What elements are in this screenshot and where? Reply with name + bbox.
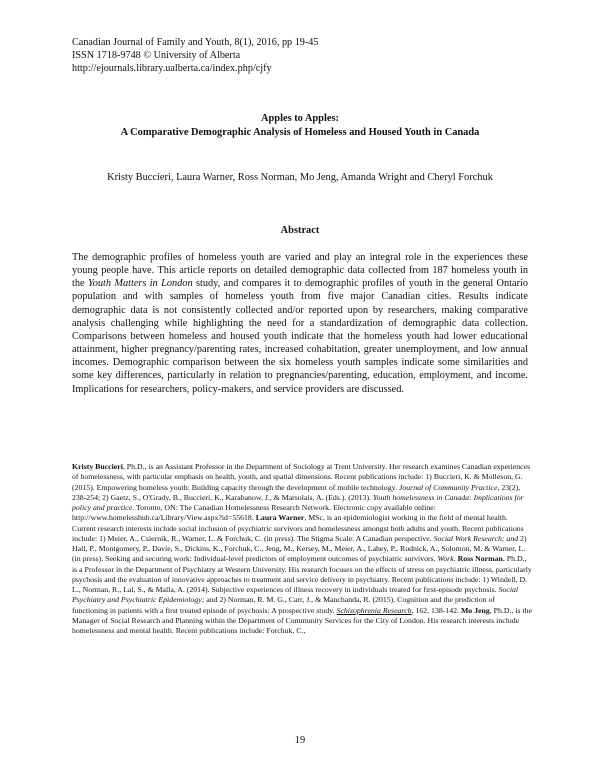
bio-text: and 2) Norman, R. M. G., Carr, J., & Manchanda, R. (2015). Cognition and the prediction of functioning in patients with a first treated episode of psychosis: A prospective study.: [72, 595, 496, 615]
bio-journal: Schizophrenia Research: [336, 605, 412, 615]
bio-author-name: Kristy Buccieri: [72, 462, 123, 471]
title-line-1: Apples to Apples:: [261, 113, 339, 124]
bio-journal: Social Work Research; and: [433, 533, 519, 543]
journal-issn: ISSN 1718-9748 © University of Alberta: [72, 50, 241, 61]
bio-journal: Journal of Community Practice: [398, 482, 498, 492]
journal-url: http://ejournals.library.ualberta.ca/index.php/cjfy: [72, 63, 272, 74]
title-line-2: A Comparative Demographic Analysis of Homeless and Housed Youth in Canada: [120, 127, 480, 138]
bio-journal: Work: [437, 554, 454, 564]
bio-text: , 23(2), 238-254; 2) Gaetz, S., O'Grady, B., Buccieri, K., Karabanow, J., & Marsolais, A. (Eds.). (2013).: [72, 482, 521, 502]
bio-author-name: Mo Jeng: [460, 605, 490, 615]
abstract-text: The demographic profiles of homeless youth are varied and play an integral role in the experiences these young people have. This article reports on detailed demographic data collected from 187 homeless youth in the: [72, 252, 528, 290]
study-name: Youth Matters in London: [87, 278, 193, 290]
journal-header: [72, 36, 318, 75]
bio-author-name: Laura Warner: [255, 513, 305, 523]
bio-text: . Toronto, ON: The Canadian Homelessness Research Network. Electronic copy available online: http://www.homelesshub.ca/Library/View.aspx?id=55618.: [72, 503, 436, 523]
bio-text: , Ph.D., is the Manager of Social Research and Planning within the Department of Community Services for the City of London. His research interests include homelessness and mental health. Recent publications include: Forchuk, C.,: [72, 605, 532, 635]
author-bio-footnote: [72, 462, 532, 636]
bio-text: , Ph.D., is a Professor in the Department of Psychiatry at Western University. His research focuses on the effects of stress on psychiatric illness, particularly psychosis and the evaluation of innovative approaches to treatment and service delivery in psychiatry. Recent publications include: 1) Windell, D. L., Norman, R., Lal, S., & Malla, A. (2014). Subjective experiences of illness recovery in individuals treated for first-episode psychosis.: [72, 554, 532, 594]
journal-citation: Canadian Journal of Family and Youth, 8(1), 2016, pp 19-45: [72, 37, 319, 48]
bio-text: , MSc, is an epidemiologist working in the field of mental health. Current research interests include social inclusion of psychiatric survivors and homelessness amongst both adults and youth. Recent publications include: 1) Meier, A., Csiernik, R., Warner, L. & Forchuk, C. (in press). The Stigma Scale: A Canadian perspective.: [72, 513, 524, 543]
bio-text: .: [453, 554, 458, 564]
bio-author-name: Ross Norman: [457, 554, 503, 564]
author-list: Kristy Buccieri, Laura Warner, Ross Norman, Mo Jeng, Amanda Wright and Cheryl Forchuk: [107, 172, 493, 183]
bio-text: , 162, 138-142.: [411, 605, 461, 615]
page-number: 19: [294, 735, 306, 746]
bio-text: , Ph.D., is an Assistant Professor in the Department of Sociology at Trent University. Her research examines Canadian experiences of homelessness, with particular emphasis on health, youth, and spatial dimensions. Recent publications include: 1) Buccieri, K. & Molleson, G. (2015). Empowering homeless youth: Building capacity through the development of mobile technology.: [72, 462, 531, 492]
bio-journal: Social Psychiatry and Psychiatric Epidemiology;: [72, 585, 519, 605]
abstract-text: study, and compares it to demographic profiles of youth in the general Ontario population and with samples of homeless youth from five major Canadian cities. Results indicate demographic data is not consistently collected and/or reported upon by researchers, making comparative analysis challenging while highlighting the need for a standardization of demographic data collection. Comparisons between homeless and housed youth indicate that the homeless youth had lower educational attainment, higher pregnancy/parenting rates, increased cohabitation, greater unemployment, and low annual incomes. Demographic comparison between the six homeless youth samples indicate some similarities and some key differences, particularly in relation to pregnancies/parenting, education, employment, and income. Implications for researchers, policy-makers, and service providers are discussed.: [72, 278, 529, 395]
bio-publication: Youth homelessness in Canada: Implications for policy and practice: [72, 492, 524, 512]
abstract-heading: Abstract: [280, 225, 320, 236]
abstract-body: [72, 251, 528, 396]
bio-text: 2) Hall, P., Montgomery, P., Davie, S., Dickins, K., Forchuk, C., Jeng, M., Kersey, M., Meier, A., Lahey, P., Rudnick, A., Solomon, M. & Warner, L. (in press). Seeking and securing work: Individual-level predictors of employment outcomes of psychiatric survivors.: [72, 533, 527, 564]
article-title: [0, 112, 600, 140]
